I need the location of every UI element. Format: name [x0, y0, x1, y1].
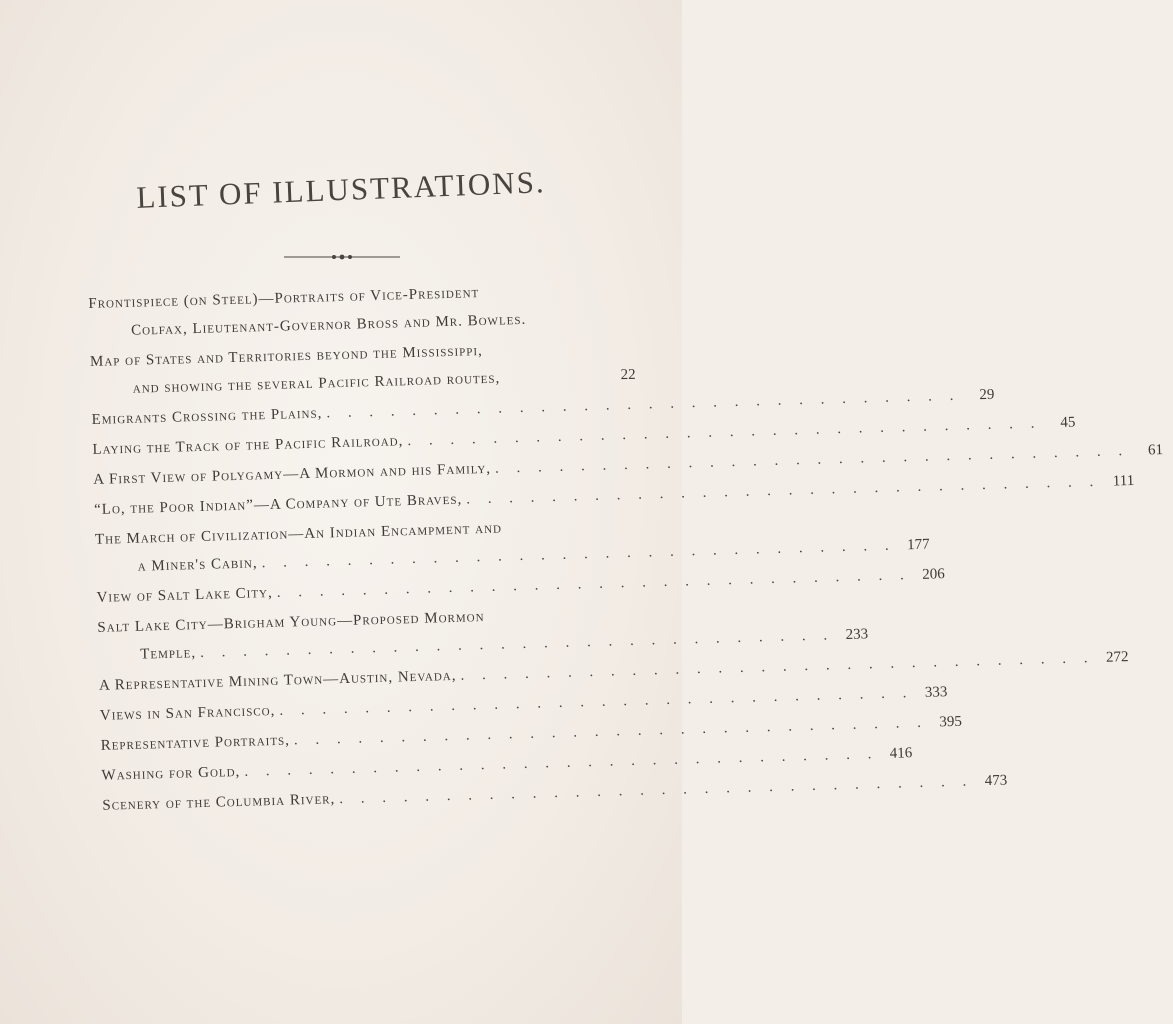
entry-text: Emigrants Crossing the Plains,	[91, 405, 323, 428]
entry-text: A First View of Polygamy—A Mormon and his Family,	[93, 460, 492, 488]
leader-dots: . . . . . . . . . . . . . . . . . . . . . . . . . . . . . .	[407, 415, 1042, 450]
leader-dots: . . . . . . . . . . . . . . . . . . . . . . . . . . . . . .	[279, 685, 914, 719]
entry-text-continued: and showing the several Pacific Railroad routes,	[132, 370, 501, 397]
leader-dots: . . . . . . . . . . . . . . . . . . . . . . . . . . . . . .	[199, 627, 835, 662]
entry-text: The March of Civilization—An Indian Encampment and	[94, 520, 503, 548]
entry-text: Washing for Gold,	[101, 763, 241, 784]
leader-dots: . . . . . . . . . . . . . . . . . . . . . . . . . . . . . .	[460, 650, 1095, 684]
leader-dots: . . . . . . . . . . . . . . . . . . . . . . . . . . . . . .	[494, 442, 1130, 477]
entry-text: Map of States and Territories beyond the Mississippi,	[89, 343, 484, 370]
entry-text: Scenery of the Columbia River,	[102, 791, 336, 814]
page-title: LIST OF ILLUSTRATIONS.	[135, 164, 547, 215]
leader-dots: . . . . . . . . . . . . . . . . . . . . . . . . . . . . . .	[293, 714, 929, 749]
page-number: 111	[1112, 472, 1135, 490]
leader-dots: . . . . . . . . . . . . . . . . . . . . . . . . . . . . . .	[261, 537, 896, 572]
ornament-divider-icon	[284, 254, 400, 260]
page-number: 45	[1060, 414, 1076, 431]
page-number: 473	[984, 772, 1008, 790]
entry-text: View of Salt Lake City,	[96, 584, 273, 606]
entry-text: Laying the Track of the Pacific Railroad,	[92, 433, 404, 458]
page-number: 233	[845, 626, 869, 643]
leader-dots: . . . . . . . . . . . . . . . . . . . . . . . . . . . . . .	[326, 387, 961, 422]
entry-text: Representative Portraits,	[100, 732, 291, 754]
entry-text: “Lo, the Poor Indian”—A Company of Ute Braves,	[93, 491, 463, 518]
illustrations-list	[88, 275, 1164, 820]
leader-dots: . . . . . . . . . . . . . . . . . . . . . . . . . . . . . .	[339, 773, 974, 808]
page-number: 177	[906, 536, 930, 554]
entry-text: Views in San Francisco,	[99, 702, 276, 724]
entry-text-continued: Colfax, Lieutenant-Governor Bross and Mr. Bowles.	[130, 311, 527, 339]
leader-dots: . . . . . . . . . . . . . . . . . . . . . . . . . . . . . .	[276, 567, 911, 601]
entry-text: Frontispiece (on Steel)—Portraits of Vice-President	[88, 285, 480, 312]
leader-dots: . . . . . . . . . . . . . . . . . . . . . . . . . . . . . .	[244, 746, 879, 780]
page-number: 206	[922, 566, 945, 583]
page-number: 22	[620, 366, 636, 384]
page-number: 61	[1147, 442, 1164, 459]
entry-text-continued: Temple,	[139, 645, 197, 663]
leader-dots: . . . . . . . . . . . . . . . . . . . . . . . . . . . . . .	[465, 473, 1101, 508]
page-number: 29	[979, 386, 995, 404]
page-number: 333	[924, 684, 948, 701]
page-number: 272	[1105, 649, 1129, 666]
page-number: 395	[939, 713, 963, 731]
page-number: 416	[889, 745, 913, 762]
entry-text-continued: a Miner's Cabin,	[137, 555, 258, 575]
entry-text: A Representative Mining Town—Austin, Nevada,	[98, 667, 457, 694]
entry-text: Salt Lake City—Brigham Young—Proposed Mormon	[97, 609, 485, 636]
